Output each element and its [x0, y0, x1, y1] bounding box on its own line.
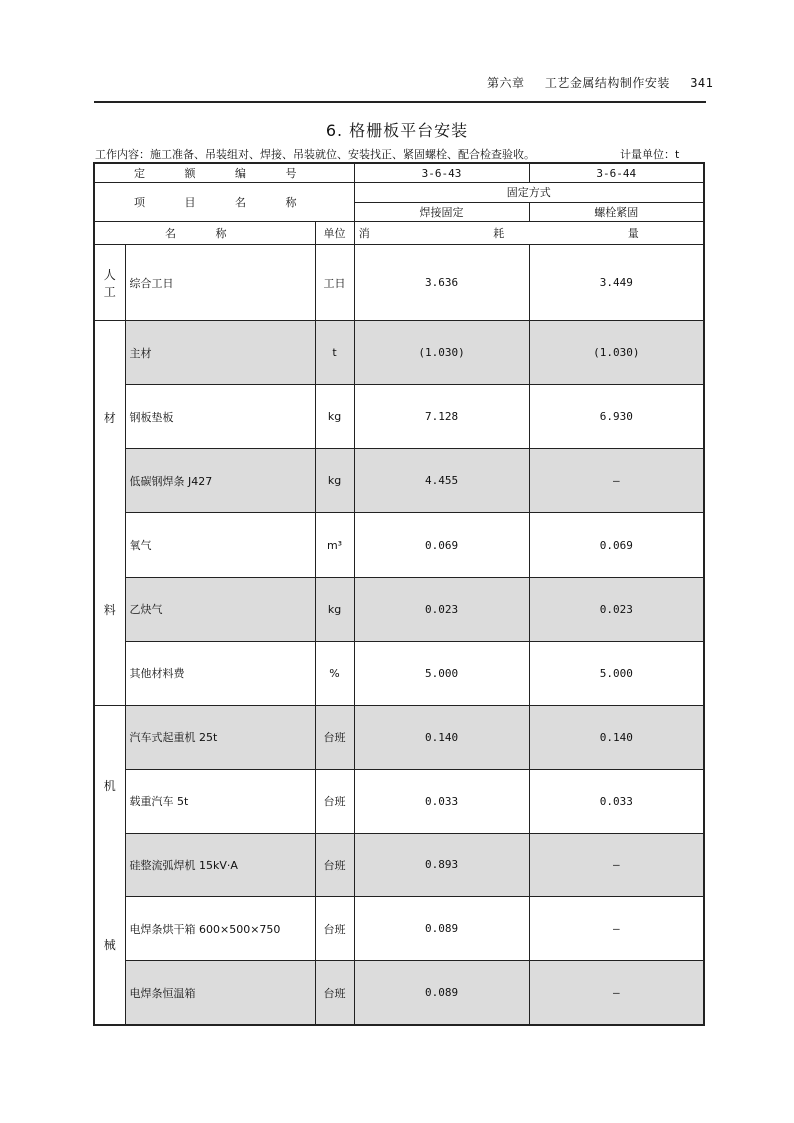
- page-header: [487, 74, 713, 91]
- row-value-1: 0.089: [354, 897, 529, 961]
- row-value-2: 0.033: [529, 769, 704, 833]
- row-value-1: 7.128: [354, 385, 529, 449]
- row-value-2: —: [529, 833, 704, 897]
- row-unit: 台班: [315, 833, 354, 897]
- row-unit: 台班: [315, 769, 354, 833]
- category-machine: 机 械: [94, 706, 125, 1026]
- col-name-header: 名 称: [94, 222, 315, 245]
- row-value-2: 0.140: [529, 706, 704, 770]
- row-value-1: 0.089: [354, 961, 529, 1025]
- row-name: 氧气: [125, 513, 315, 577]
- row-name: 钢板垫板: [125, 385, 315, 449]
- item-label: 项 目 名 称: [94, 183, 354, 222]
- row-value-2: 3.449: [529, 245, 704, 321]
- row-unit: kg: [315, 385, 354, 449]
- category-material: 材 料: [94, 321, 125, 706]
- table-row: [94, 513, 704, 577]
- table-row: [94, 577, 704, 641]
- row-value-1: (1.030): [354, 321, 529, 385]
- category-labor: 人 工: [94, 245, 125, 321]
- row-value-1: 0.069: [354, 513, 529, 577]
- page-title: 6. 格栅板平台安装: [325, 121, 469, 140]
- row-value-2: 6.930: [529, 385, 704, 449]
- row-value-2: (1.030): [529, 321, 704, 385]
- section-label: 工艺金属结构制作安装: [544, 76, 670, 90]
- row-value-2: —: [529, 449, 704, 513]
- row-unit: kg: [315, 449, 354, 513]
- row-value-1: 3.636: [354, 245, 529, 321]
- table-row: [94, 449, 704, 513]
- row-name: 电焊条恒温箱: [125, 961, 315, 1025]
- table-row: [94, 641, 704, 705]
- row-unit: t: [315, 321, 354, 385]
- table-row: [94, 769, 704, 833]
- row-name: 电焊条烘干箱 600×500×750: [125, 897, 315, 961]
- header-rule: [94, 101, 706, 103]
- row-name: 硅整流弧焊机 15kV·A: [125, 833, 315, 897]
- work-content: 工作内容：施工准备、吊装组对、焊接、吊装就位、安装找正、紧固螺栓、配合检查验收。: [95, 148, 535, 161]
- row-value-1: 0.893: [354, 833, 529, 897]
- row-value-1: 5.000: [354, 641, 529, 705]
- fix-method-header: 固定方式: [354, 183, 704, 203]
- row-value-2: —: [529, 961, 704, 1025]
- method-2: 螺栓紧固: [529, 202, 704, 222]
- row-value-2: 0.069: [529, 513, 704, 577]
- row-name: 乙炔气: [125, 577, 315, 641]
- row-value-2: —: [529, 897, 704, 961]
- page-number: 341: [690, 76, 714, 90]
- table-row: [94, 245, 704, 321]
- code-label: 定 额 编 号: [94, 163, 354, 183]
- quota-table: [93, 162, 705, 1026]
- table-row: [94, 833, 704, 897]
- row-name: 主材: [125, 321, 315, 385]
- chapter-label: 第六章: [487, 76, 525, 90]
- row-value-1: 0.140: [354, 706, 529, 770]
- table-row: [94, 961, 704, 1025]
- row-name: 综合工日: [125, 245, 315, 321]
- row-value-2: 0.023: [529, 577, 704, 641]
- row-unit: 台班: [315, 706, 354, 770]
- row-unit: 台班: [315, 961, 354, 1025]
- method-1: 焊接固定: [354, 202, 529, 222]
- row-name: 低碳钢焊条 J427: [125, 449, 315, 513]
- measurement-unit: 计量单位：t: [620, 148, 680, 161]
- row-unit: 台班: [315, 897, 354, 961]
- row-value-2: 5.000: [529, 641, 704, 705]
- table-row: [94, 385, 704, 449]
- row-name: 汽车式起重机 25t: [125, 706, 315, 770]
- row-unit: 工日: [315, 245, 354, 321]
- row-name: 其他材料费: [125, 641, 315, 705]
- table-row: [94, 706, 704, 770]
- row-value-1: 4.455: [354, 449, 529, 513]
- code-2: 3-6-44: [529, 163, 704, 183]
- row-unit: %: [315, 641, 354, 705]
- code-1: 3-6-43: [354, 163, 529, 183]
- row-name: 载重汽车 5t: [125, 769, 315, 833]
- table-row: [94, 897, 704, 961]
- col-consume-header: 消 耗 量: [354, 222, 704, 245]
- col-unit-header: 单位: [315, 222, 354, 245]
- table-row: [94, 321, 704, 385]
- row-value-1: 0.023: [354, 577, 529, 641]
- row-value-1: 0.033: [354, 769, 529, 833]
- code-row: [94, 163, 704, 183]
- row-unit: kg: [315, 577, 354, 641]
- row-unit: m³: [315, 513, 354, 577]
